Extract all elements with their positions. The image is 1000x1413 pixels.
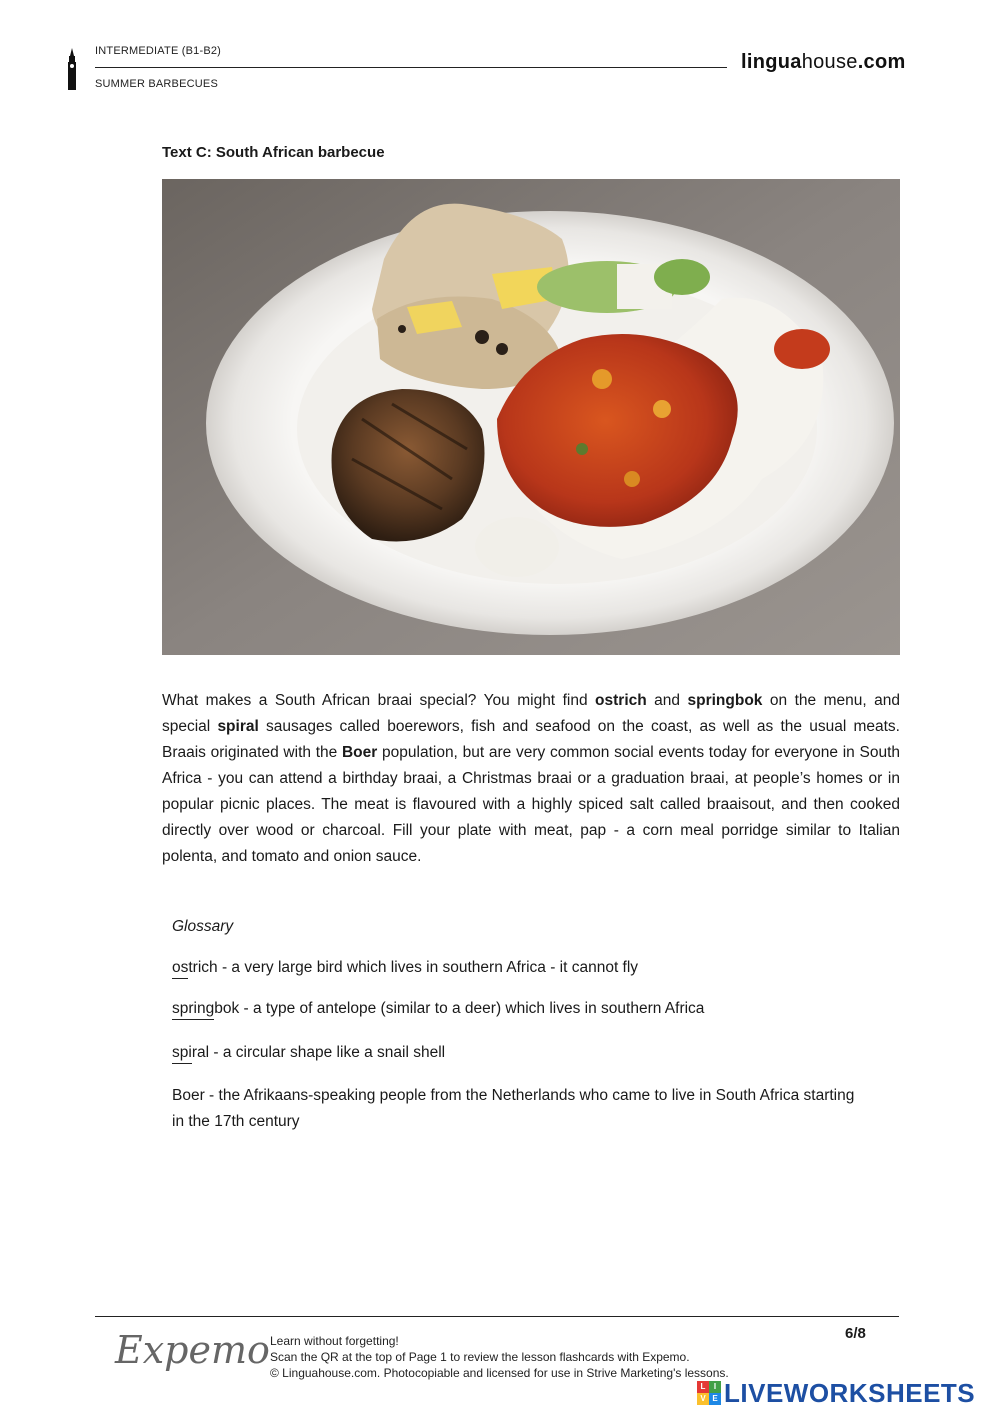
footer-line-1: Learn without forgetting! [270, 1334, 399, 1348]
liveworksheets-text: LIVEWORKSHEETS [724, 1377, 976, 1408]
glossary-text: trich - a very large bird which lives in southern Africa - it cannot fly [188, 959, 639, 976]
para-text-3: on the menu, and special [162, 692, 900, 735]
glossary-text: bok - a type of antelope (similar to a deer) which lives in southern Africa [214, 1000, 705, 1017]
page-number: 6/8 [845, 1325, 866, 1342]
para-text-1: What makes a South African braai special? You might find [162, 692, 596, 709]
glossary-title: Glossary [172, 918, 234, 935]
linguahouse-logo[interactable] [741, 51, 906, 74]
glossary-text: ral - a circular shape like a snail shell [191, 1044, 446, 1061]
expemo-logo[interactable]: Expemo [115, 1328, 270, 1372]
big-ben-icon [65, 48, 79, 90]
brand-bold: lingua [741, 51, 802, 73]
level-label: INTERMEDIATE (B1-B2) [95, 45, 222, 57]
liveworksheets-logo[interactable] [697, 1378, 975, 1408]
keyword-springbok: springbok [687, 692, 763, 709]
header-divider [95, 67, 727, 68]
braai-plate-photo [162, 179, 900, 655]
keyword-spiral: spiral [217, 718, 259, 735]
para-text-2: and [646, 692, 688, 709]
brand-tld: .com [857, 51, 906, 73]
glossary-item [172, 1083, 862, 1135]
topic-label: SUMMER BARBECUES [95, 78, 218, 90]
keyword-boer: Boer [341, 744, 378, 761]
stress-mark: spring [172, 1000, 215, 1017]
footer-line-2: Scan the QR at the top of Page 1 to review the lesson flashcards with Expemo. [270, 1350, 690, 1364]
section-title: Text C: South African barbecue [162, 144, 385, 161]
stress-mark: os [172, 959, 189, 976]
glossary-item [172, 996, 872, 1022]
glossary-item [172, 955, 872, 981]
footer-text [270, 1333, 830, 1381]
liveworksheets-icon: L I V E [697, 1381, 721, 1405]
para-text-5: population, but are very common social events today for everyone in South Africa - you can attend a birthday braai, a Christmas braai or a graduation braai, at people’s homes or in popular picnic places. The meat is flavoured with a highly spiced salt called braaisout, and then cooked directly over wood or charcoal. Fill your plate with meat, pap - a corn meal porridge similar to Italian polenta, and tomato and onion sauce. [162, 744, 900, 865]
stress-mark: spi [172, 1044, 192, 1061]
footer-divider [95, 1316, 899, 1317]
footer-line-3: © Linguahouse.com. Photocopiable and licensed for use in Strive Marketing's lessons. [270, 1366, 729, 1380]
glossary-item [172, 1040, 872, 1066]
brand-light: house [801, 51, 858, 73]
glossary-text: Boer - the Afrikaans-speaking people from the Netherlands who came to live in South Africa starting in the 17th century [172, 1087, 855, 1130]
keyword-ostrich: ostrich [595, 692, 647, 709]
para-text-4: sausages called boerewors, fish and seafood on the coast, as well as the usual meats. Braais originated with the [162, 718, 900, 761]
main-paragraph [162, 688, 900, 870]
